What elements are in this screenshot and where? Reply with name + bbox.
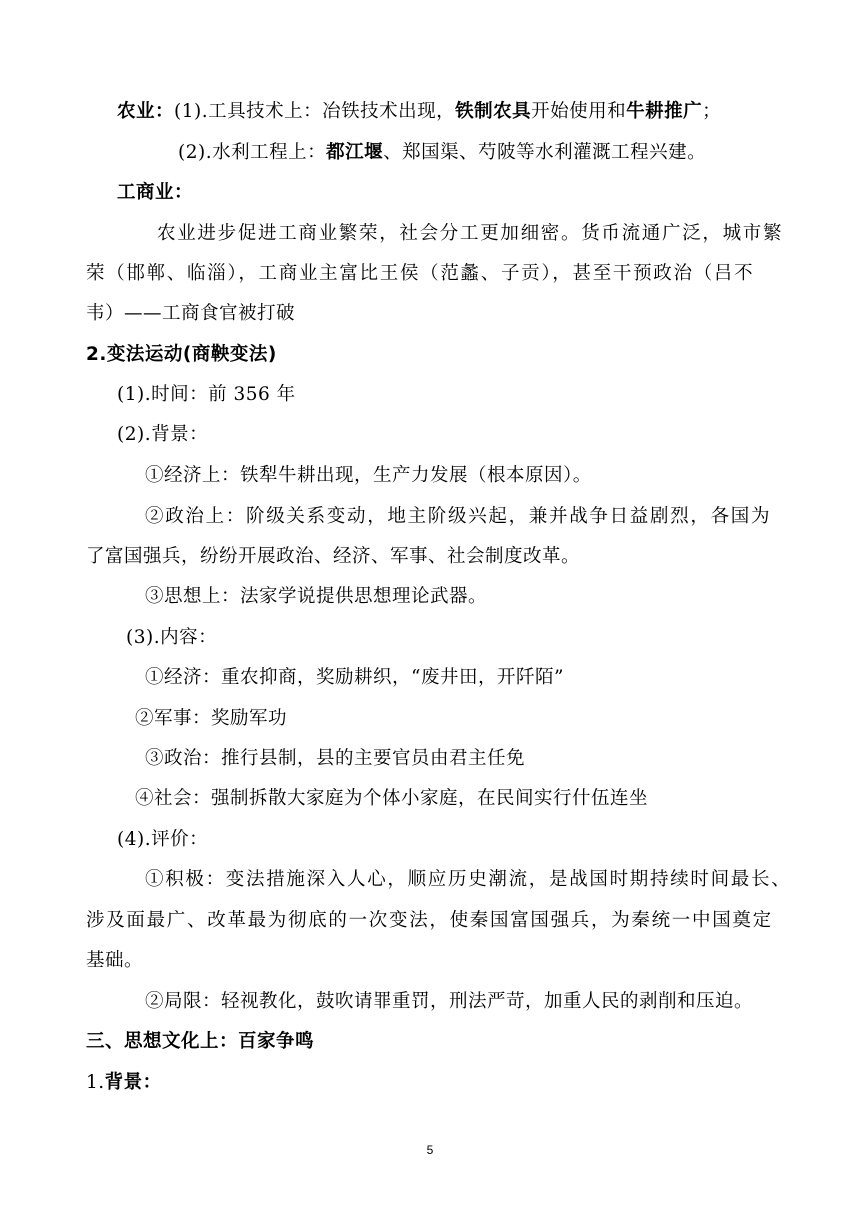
page-number: 5 [426,1143,434,1157]
agriculture-line-1: 农业：(1).工具技术上：冶铁技术出现，铁制农具开始使用和牛耕推广； [117,101,722,122]
industry-paragraph-line-3: 韦）——工商食官被打破 [86,303,296,324]
evaluation-positive-line-2: 涉及面最广、改革最为彻底的一次变法，使秦国富国强兵，为秦统一中国奠定 [86,910,773,931]
evaluation-limitation: ②局限：轻视教化，鼓吹请罪重罚，刑法严苛，加重人民的剥削和压迫。 [145,991,754,1012]
background-political-line-1: ②政治上：阶级关系变动，地主阶级兴起，兼并战争日益剧烈，各国为 [145,506,772,527]
ox-plough-highlight: 牛耕推广 [626,101,703,122]
background-political-line-2: 了富国强兵，纷纷开展政治、经济、军事、社会制度改革。 [86,546,581,567]
content-economy: ①经济：重农抑商，奖励耕织，“废井田，开阡陌” [145,667,564,688]
iron-tools-highlight: 铁制农具 [455,101,532,122]
content-society: ④社会：强制拆散大家庭为个体小家庭，在民间实行什伍连坐 [135,788,649,809]
agriculture-label: 农业： [117,101,175,122]
agriculture-line-2: (2).水利工程上：都江堰、郑国渠、芍陂等水利灌溉工程兴建。 [178,142,707,163]
industry-paragraph-line-1: 农业进步促进工商业繁荣，社会分工更加细密。货币流通广泛，城市繁 [157,223,784,244]
background-ideological: ③思想上：法家学说提供思想理论武器。 [145,586,488,607]
reform-heading: 2.变法运动(商鞅变法) [86,344,277,365]
reform-evaluation: (4).评价： [117,829,209,850]
background-economic: ①经济上：铁犁牛耕出现，生产力发展（根本原因）。 [145,465,592,486]
content-politics: ③政治：推行县制，县的主要官员由君主任免 [145,748,526,769]
section-3-heading: 三、思想文化上：百家争鸣 [86,1031,315,1052]
reform-content: (3).内容： [126,627,218,648]
content-military: ②军事：奖励军功 [135,708,288,729]
reform-background: (2).背景： [117,424,209,445]
evaluation-positive-line-1: ①积极：变法措施深入人心，顺应历史潮流，是战国时期持续时间最长、 [145,869,792,890]
section-3-background: 1.背景： [86,1072,162,1093]
dujiangyan-highlight: 都江堰 [326,142,384,163]
evaluation-positive-line-3: 基础。 [86,950,144,971]
industry-paragraph-line-2: 荣（邯郸、临淄），工商业主富比王侯（范蠡、子贡），甚至干预政治（吕不 [86,263,755,284]
industry-heading: 工商业： [117,182,194,203]
reform-time: (1).时间：前 356 年 [117,384,296,405]
